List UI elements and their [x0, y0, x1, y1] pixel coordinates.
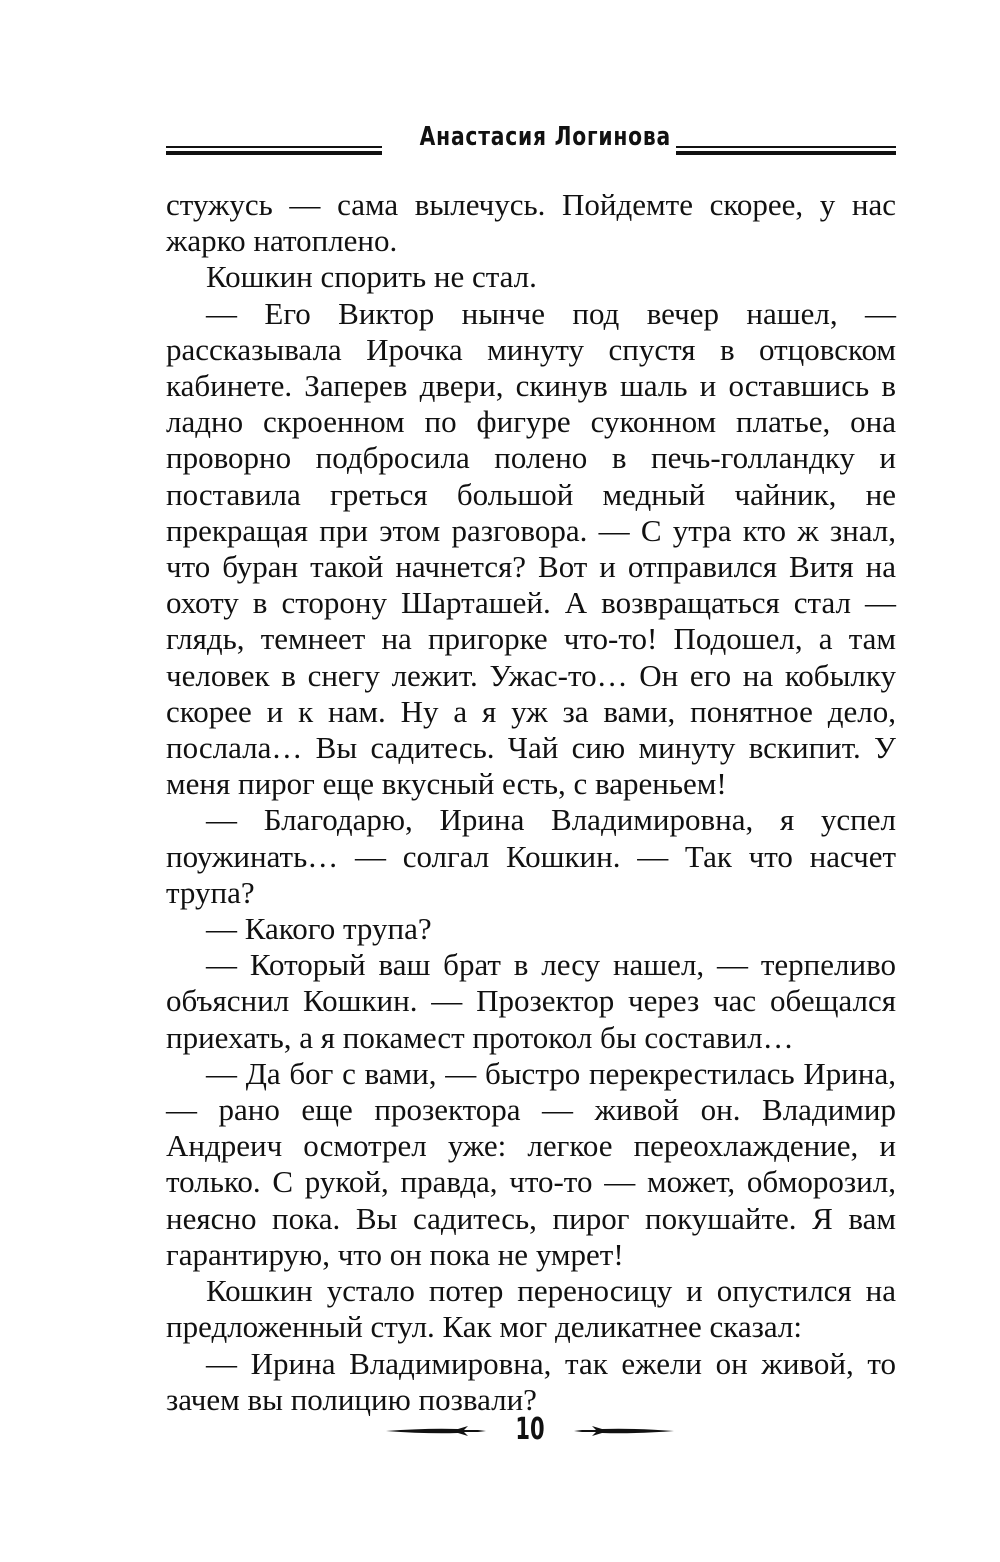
paragraph: — Какого трупа?: [206, 911, 432, 947]
paragraph: — Ирина Владимировна, так ежели он живой, то зачем вы полицию позвали?: [166, 1345, 896, 1417]
page-number: 10: [515, 1412, 545, 1447]
page-body: [166, 187, 896, 1418]
page-footer: [380, 1412, 680, 1452]
header-rule-right: [676, 146, 896, 155]
page-header: [166, 118, 896, 162]
running-head-author: Анастасия Логинова: [419, 122, 671, 152]
paragraph: — Да бог с вами, — быстро перекрестилась Ирина, — рано еще прозектора — живой он. Владимир Андреич осмотрел уже: легкое переохлаждение, и только. С рукой, правда, что-то — может, обморозил, неясно пока. Вы садитесь, пирог покушайте. Я вам гарантирую, что он пока не умрет!: [166, 1055, 896, 1272]
paragraph: Кошкин устало потер переносицу и опустился на предложенный стул. Как мог деликатнее сказал:: [166, 1273, 896, 1345]
paragraph: — Благодарю, Ирина Владимировна, я успел поужинать… — солгал Кошкин. — Так что насчет трупа?: [166, 802, 896, 910]
ornament-left-icon: [386, 1425, 486, 1437]
paragraph: — Его Виктор нынче под вечер нашел, — рассказывала Ирочка минуту спустя в отцовском кабинете. Заперев двери, скинув шаль и оставшись в ладно скроенном по фигуре суконном платье, она проворно подбросила полено в печь-голландку и поставила греться большой медный чайник, не прекращая при этом разговора. — С утра кто ж знал, что буран такой начнется? Вот и отправился Витя на охоту в сторону Шарташей. А возвращаться стал — глядь, темнеет на пригорке что-то! Подошел, а там человек в снегу лежит. Ужас-то… Он его на кобылку скорее и к нам. Ну а я уж за вами, понятное дело, послала… Вы садитесь. Чай сию минуту вскипит. У меня пирог еще вкусный есть, с вареньем!: [166, 295, 896, 802]
header-rule-left: [166, 146, 382, 155]
ornament-right-icon: [574, 1425, 674, 1437]
paragraph: Кошкин спорить не стал.: [206, 259, 537, 295]
paragraph: стужусь — сама вылечусь. Пойдемте скорее, у нас жарко натоплено.: [166, 187, 896, 259]
paragraph: — Который ваш брат в лесу нашел, — терпеливо объяснил Кошкин. — Прозектор через час обещался приехать, а я покамест протокол бы составил…: [166, 947, 896, 1055]
